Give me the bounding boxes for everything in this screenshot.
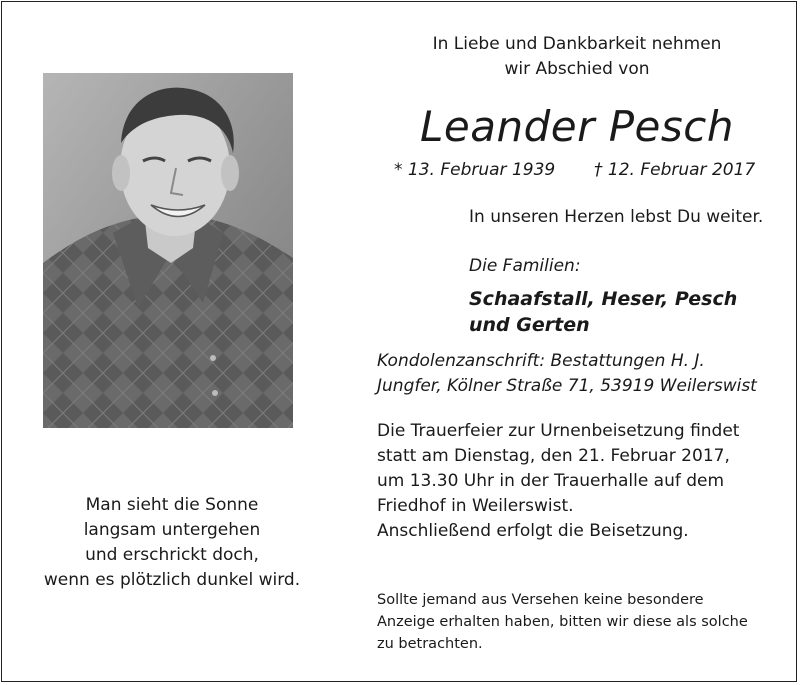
notice-line: Sollte jemand aus Versehen keine besondere <box>377 592 704 608</box>
ceremony-line: Anschließend erfolgt die Beisetzung. <box>377 521 689 541</box>
deceased-name: Leander Pesch <box>420 102 734 151</box>
poem-line: langsam untergehen <box>83 520 261 540</box>
address-line: Kondolenzanschrift: Bestattungen H. J. <box>377 351 705 371</box>
ceremony-line: statt am Dienstag, den 21. Februar 2017, <box>377 446 730 466</box>
notice-line: zu betrachten. <box>377 636 483 652</box>
ceremony-line: Friedhof in Weilerswist. <box>377 496 574 516</box>
ceremony-details <box>377 419 739 544</box>
condolence-address <box>377 349 757 399</box>
poem-line: Man sieht die Sonne <box>85 495 259 515</box>
intro-line: In Liebe und Dankbarkeit nehmen <box>432 34 722 54</box>
address-line: Jungfer, Kölner Straße 71, 53919 Weilerswist <box>377 376 757 396</box>
notice-text <box>377 589 748 655</box>
obituary-card <box>1 1 797 682</box>
families-label: Die Familien: <box>469 256 581 276</box>
family-names-line: und Gerten <box>469 314 590 336</box>
ceremony-line: um 13.30 Uhr in der Trauerhalle auf dem <box>377 471 725 491</box>
family-names <box>469 286 737 338</box>
portrait-illustration <box>43 73 293 428</box>
portrait-photo <box>43 73 293 428</box>
family-names-line: Schaafstall, Heser, Pesch <box>469 288 738 310</box>
intro-text <box>407 32 747 82</box>
intro-line: wir Abschied von <box>504 59 650 79</box>
poem-line: wenn es plötzlich dunkel wird. <box>43 570 301 590</box>
poem-line: und erschrickt doch, <box>85 545 259 565</box>
hearts-line: In unseren Herzen lebst Du weiter. <box>469 207 764 227</box>
ceremony-line: Die Trauerfeier zur Urnenbeisetzung findet <box>377 421 740 441</box>
notice-line: Anzeige erhalten haben, bitten wir diese als solche <box>377 614 748 630</box>
poem <box>22 493 322 593</box>
death-date: † 12. Februar 2017 <box>594 160 756 180</box>
birth-date: * 13. Februar 1939 <box>394 160 556 180</box>
